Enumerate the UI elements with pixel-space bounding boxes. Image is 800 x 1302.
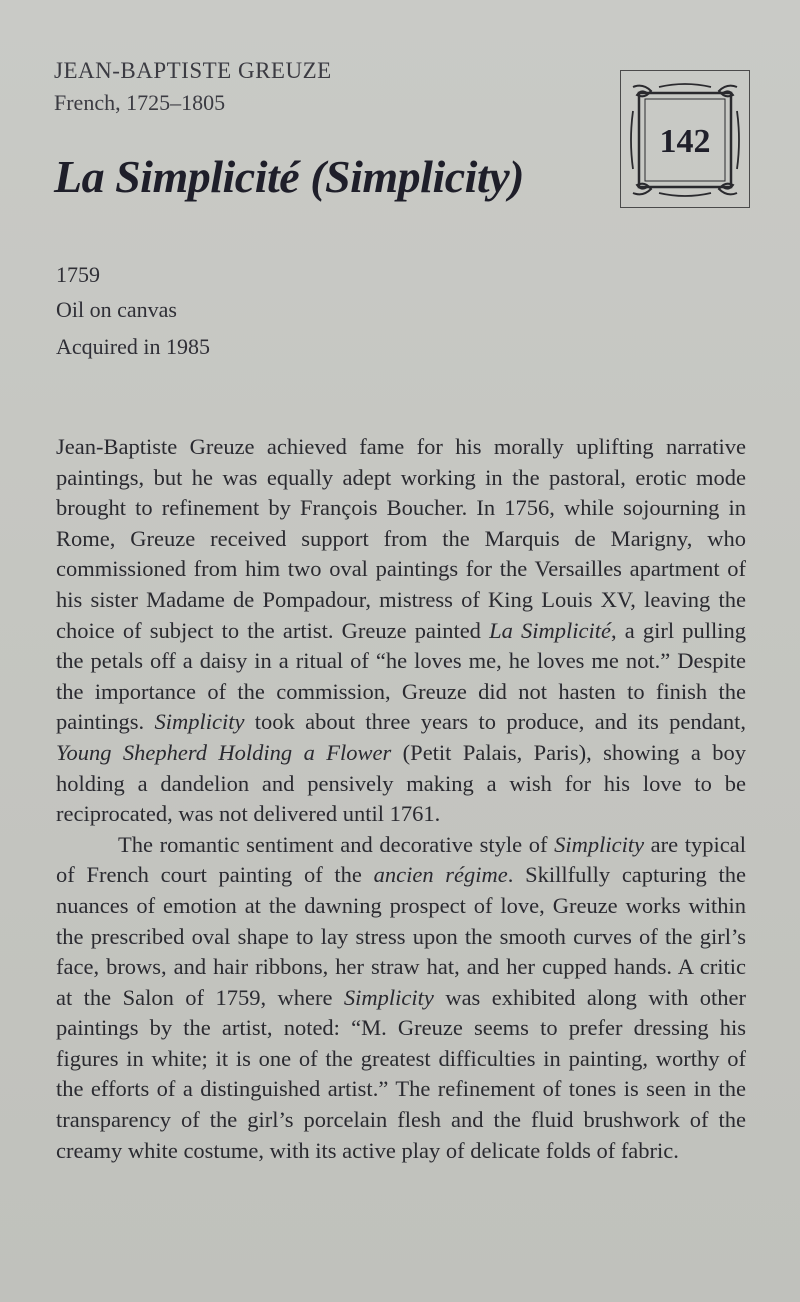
artwork-title: La Simplicité (Simplicity)	[54, 151, 524, 202]
catalog-number: 142	[659, 123, 711, 160]
italic-title-run: Simplicity	[343, 984, 434, 1010]
italic-title-run: Simplicity	[154, 709, 245, 735]
description-paragraph-1	[56, 432, 746, 830]
text-run: was exhibited along with other paintings by the artist, noted: “M. Greuze seems to prefer dressing his figures in white; it is one of the greatest difficulties in painting, worthy of the efforts of a distinguished artist.” The refinement of tones is seen in the transparency of the girl’s porcelain flesh and the fluid brushwork of the creamy white costume, with its active play of delicate folds of fabric.	[56, 984, 746, 1163]
text-run: (Petit Palais, Paris), showing a boy holding a dandelion and pensively making a wish for his love to be reciprocated, was not delivered until 1761.	[56, 739, 746, 827]
artwork-year: 1759	[56, 262, 100, 287]
artist-nationality-dates: French, 1725–1805	[54, 90, 226, 115]
text-run: Jean-Baptiste Greuze achieved fame for his morally uplifting narrative paintings, but he was equally adept working in the pastoral, erotic mode brought to refinement by François Boucher. In 1756, while sojourning in Rome, Greuze received support from the Marquis de Marigny, who commissioned from him two oval paintings for the Versailles apartment of his sister Madame de Pompadour, mistress of King Louis XV, leaving the choice of subject to the artist. Greuze painted	[56, 434, 746, 643]
artist-name: JEAN-BAPTISTE GREUZE	[54, 58, 332, 83]
text-run: . Skillfully capturing the nuances of emotion at the dawning prospect of love, Greuze works within the prescribed oval shape to lay stress upon the smooth curves of the girl’s face, brows, and hair ribbons, her straw hat, and her cupped hands. A critic at the Salon of 1759, where	[56, 862, 746, 1010]
text-run: are typical of French court painting of the	[56, 831, 746, 888]
italic-title-run: Simplicity	[554, 831, 645, 857]
artwork-medium: Oil on canvas	[56, 297, 177, 322]
italic-term-run: ancien régime	[373, 862, 508, 888]
italic-title-run: Young Shepherd Holding a Flower	[56, 739, 392, 765]
text-run: The romantic sentiment and decorative style of	[118, 831, 555, 857]
acquisition-note: Acquired in 1985	[56, 334, 210, 359]
catalog-badge	[620, 70, 750, 208]
italic-title-run: La Simplicité	[489, 617, 611, 643]
text-run: , a girl pulling the petals off a daisy in a ritual of “he loves me, he loves me not.” Despite the importance of the commission, Greuze did not hasten to finish the paintings.	[56, 617, 746, 735]
description-body	[56, 432, 746, 1166]
text-run: took about three years to produce, and its pendant,	[244, 709, 746, 735]
description-paragraph-2	[56, 830, 746, 1167]
